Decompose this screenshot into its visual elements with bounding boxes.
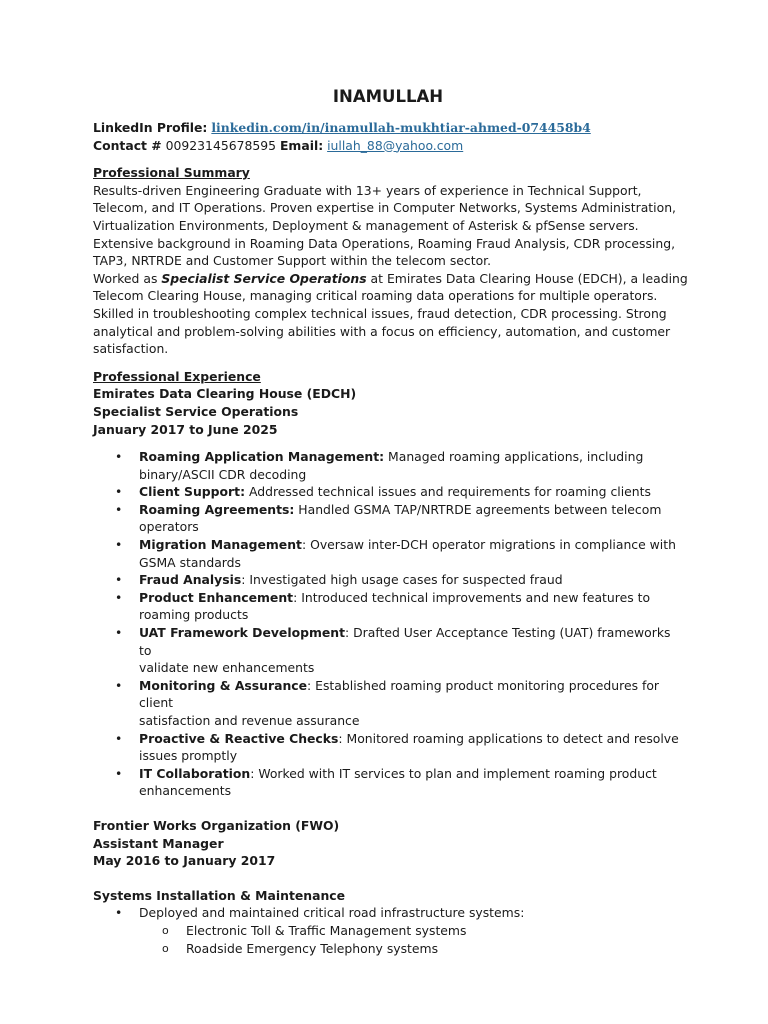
email-label: Email: bbox=[279, 137, 324, 153]
sub-bullet-text: Roadside Emergency Telephony systems bbox=[186, 940, 439, 956]
list-item bbox=[93, 589, 683, 624]
bullet-icon: • bbox=[115, 730, 123, 746]
bullet-label: Migration Management bbox=[139, 537, 302, 553]
bullet-icon: • bbox=[115, 765, 123, 781]
job-dates: January 2017 to June 2025 bbox=[93, 421, 278, 437]
bullet-label: Product Enhancement bbox=[139, 589, 294, 605]
bullet-text-continued: enhancements bbox=[139, 783, 232, 799]
phone-label: Contact # bbox=[93, 137, 162, 153]
sub-bullet-list bbox=[93, 922, 683, 957]
bullet-icon: • bbox=[115, 589, 123, 605]
job-bullet-list bbox=[93, 904, 683, 922]
worked-prefix: Worked as bbox=[93, 270, 162, 286]
list-item bbox=[93, 730, 683, 765]
summary-line: Telecom Clearing House, managing critical roaming data operations for multiple operators. bbox=[93, 288, 658, 304]
bullet-text: Deployed and maintained critical road infrastructure systems: bbox=[139, 905, 525, 921]
bullet-text: : Established roaming product monitoring procedures for client bbox=[139, 677, 660, 711]
job-role: Specialist Service Operations bbox=[93, 403, 299, 419]
email-link[interactable]: iullah_88@yahoo.com bbox=[327, 137, 464, 153]
list-item bbox=[93, 448, 683, 483]
bullet-text-continued: issues promptly bbox=[139, 748, 238, 764]
bullet-text: : Worked with IT services to plan and implement roaming product bbox=[250, 765, 657, 781]
bullet-text-continued: roaming products bbox=[139, 607, 249, 623]
worked-rest: at Emirates Data Clearing House (EDCH), a leading bbox=[366, 270, 688, 286]
bullet-label: Monitoring & Assurance bbox=[139, 677, 308, 693]
bullet-text: : Investigated high usage cases for suspected fraud bbox=[241, 572, 563, 588]
list-item bbox=[93, 922, 683, 940]
bullet-label: UAT Framework Development bbox=[139, 625, 346, 641]
bullet-text-continued: GSMA standards bbox=[139, 554, 241, 570]
bullet-text: : Introduced technical improvements and new features to bbox=[293, 589, 651, 605]
resume-page bbox=[93, 86, 688, 957]
job-role: Assistant Manager bbox=[93, 835, 224, 851]
summary-worked-line bbox=[93, 270, 688, 288]
linkedin-line bbox=[93, 119, 683, 137]
bullet-icon: • bbox=[115, 484, 123, 500]
job-bullet-list bbox=[93, 448, 683, 800]
bullet-text: Handled GSMA TAP/NRTRDE agreements between telecom bbox=[294, 501, 662, 517]
bullet-icon: • bbox=[115, 449, 123, 465]
circle-bullet-icon: o bbox=[162, 923, 169, 937]
list-item bbox=[93, 483, 683, 501]
bullet-icon: • bbox=[115, 537, 123, 553]
bullet-text: : Drafted User Acceptance Testing (UAT) frameworks to bbox=[139, 625, 671, 658]
bullet-text-continued: operators bbox=[139, 519, 199, 535]
summary-heading: Professional Summary bbox=[93, 165, 250, 181]
bullet-text-continued: binary/ASCII CDR decoding bbox=[139, 466, 307, 482]
bullet-icon: • bbox=[115, 905, 123, 921]
experience-heading: Professional Experience bbox=[93, 368, 261, 384]
list-item bbox=[93, 677, 683, 730]
list-item bbox=[93, 765, 683, 800]
summary-line: Results-driven Engineering Graduate with 13+ years of experience in Technical Support, bbox=[93, 182, 642, 198]
summary-line: satisfaction. bbox=[93, 341, 169, 357]
sub-bullet-text: Electronic Toll & Traffic Management systems bbox=[186, 922, 467, 938]
summary-line: Skilled in troubleshooting complex technical issues, fraud detection, CDR processing. Strong bbox=[93, 305, 667, 321]
bullet-label: Roaming Agreements: bbox=[139, 501, 295, 517]
bullet-label: Fraud Analysis bbox=[139, 572, 242, 588]
bullet-icon: • bbox=[115, 501, 123, 517]
linkedin-label: LinkedIn Profile: bbox=[93, 120, 208, 135]
list-item bbox=[93, 571, 683, 589]
job-company: Frontier Works Organization (FWO) bbox=[93, 817, 340, 833]
contact-line bbox=[93, 137, 683, 155]
summary-line: TAP3, NRTRDE and Customer Support within the telecom sector. bbox=[93, 253, 492, 269]
job-dates: May 2016 to January 2017 bbox=[93, 853, 276, 869]
bullet-label: IT Collaboration bbox=[139, 765, 251, 781]
bullet-label: Roaming Application Management: bbox=[139, 449, 385, 465]
worked-role: Specialist Service Operations bbox=[161, 270, 367, 286]
summary-line: Virtualization Environments, Deployment & management of Asterisk & pfSense servers. bbox=[93, 217, 639, 233]
bullet-text: : Oversaw inter-DCH operator migrations in compliance with bbox=[301, 537, 676, 553]
list-item bbox=[93, 501, 683, 536]
candidate-name: INAMULLAH bbox=[332, 87, 444, 106]
summary-line: analytical and problem-solving abilities with a focus on efficiency, automation, and customer bbox=[93, 323, 671, 339]
bullet-icon: • bbox=[115, 625, 123, 641]
bullet-text: Addressed technical issues and requirements for roaming clients bbox=[245, 484, 651, 500]
list-item bbox=[93, 904, 683, 922]
circle-bullet-icon: o bbox=[162, 941, 169, 955]
bullet-label: Client Support: bbox=[139, 484, 246, 500]
summary-line: Telecom, and IT Operations. Proven expertise in Computer Networks, Systems Administration, bbox=[93, 200, 676, 216]
phone-number: 00923145678595 bbox=[165, 137, 277, 153]
bullet-icon: • bbox=[115, 677, 123, 693]
bullet-text: Managed roaming applications, including bbox=[384, 449, 644, 465]
linkedin-link[interactable]: linkedin.com/in/inamullah-mukhtiar-ahmed-074458b4 bbox=[211, 120, 591, 135]
list-item bbox=[93, 536, 683, 571]
bullet-text: : Monitored roaming applications to detect and resolve bbox=[338, 730, 679, 746]
list-item bbox=[93, 624, 683, 677]
bullet-text-continued: validate new enhancements bbox=[139, 660, 315, 676]
section-title: Systems Installation & Maintenance bbox=[93, 887, 346, 903]
job-company: Emirates Data Clearing House (EDCH) bbox=[93, 386, 357, 402]
list-item bbox=[93, 940, 683, 958]
bullet-icon: • bbox=[115, 572, 123, 588]
summary-line: Extensive background in Roaming Data Operations, Roaming Fraud Analysis, CDR processing, bbox=[93, 235, 676, 251]
bullet-text-continued: satisfaction and revenue assurance bbox=[139, 713, 360, 728]
bullet-label: Proactive & Reactive Checks bbox=[139, 730, 339, 746]
